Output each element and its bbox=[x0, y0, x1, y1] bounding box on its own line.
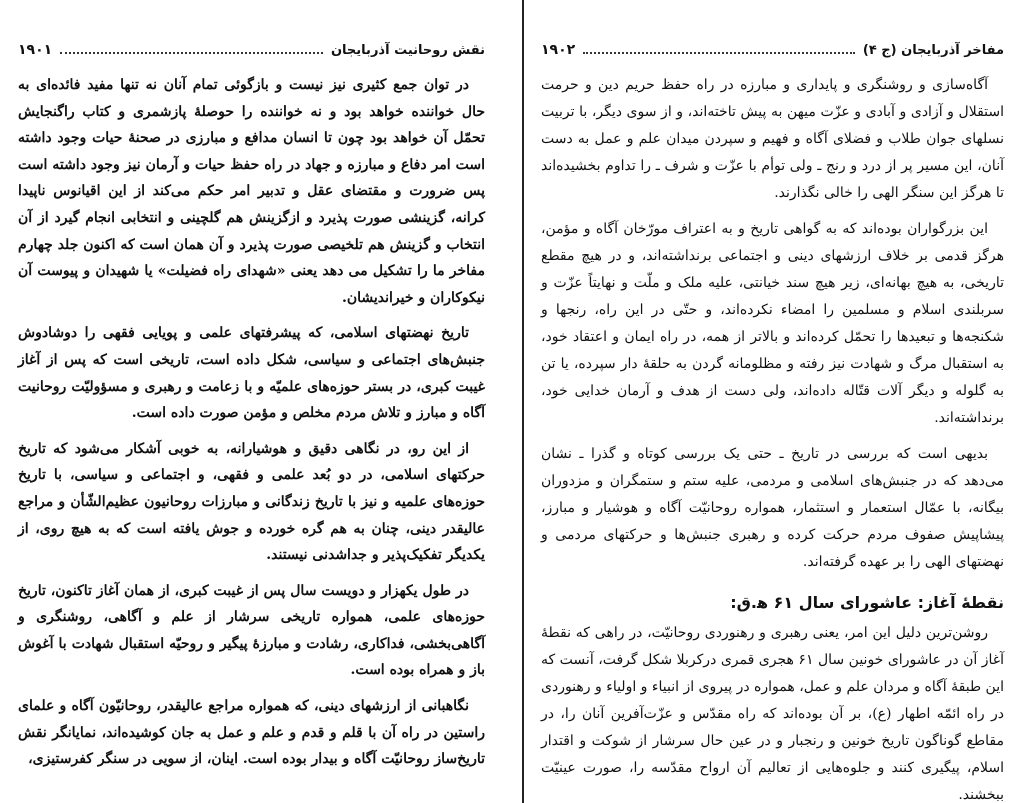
right-running-title: مفاخر آذربایجان (ج ۴) bbox=[862, 43, 1004, 58]
header-leader-dots bbox=[60, 42, 323, 54]
left-page-body bbox=[18, 72, 485, 773]
left-paragraph-1: در توان جمع کثیری نیز نیست و بازگوئی تمام آنان نه تنها مفید فائده‌ای به حال خواننده خواهد بود و نه خواننده را حوصلهٔ پازشمری و کتاب راگنجایش تحمّل آن خواهد بود چون تا انسان مدافع و مبارزی در صحنهٔ حیات وجود داشته است امر دفاع و مبارزه و جهاد در راه حفظ حیات و آرمان نیز وجود داشته است پس ضرورت و مقتضای عقل و تدبیر امر حکم می‌کند از این اقیانوس ناپیدا کرانه، گزینشی صورت پذیرد و ازگزینش هم گلچینی و انتخابی انجام گیرد از آن انتخاب و گزینش هم تلخیصی صورت پذیرد و آن همان است که اکنون جلد چهارم مفاخر ما را تشکیل می دهد یعنی «شهدای راه فضیلت» یا شهیدان و پیوست آن نیکوکاران و خیراندیشان. bbox=[18, 77, 485, 306]
left-page-number: ۱۹۰۱ bbox=[18, 42, 53, 58]
header-leader-dots bbox=[583, 42, 855, 54]
right-page-header bbox=[541, 42, 1004, 72]
right-page-number: ۱۹۰۲ bbox=[541, 42, 576, 58]
left-running-title: نقش روحانیت آذربایجان bbox=[330, 43, 485, 58]
right-page bbox=[525, 0, 1026, 803]
right-page-body-after-heading bbox=[541, 620, 1004, 803]
left-paragraph-2: تاریخ نهضتهای اسلامی، که پیشرفتهای علمی و پویایی فقهی را دوشادوش جنبش‌های اجتماعی و سیاسی، شکل داده است، تاریخی است که پس از آغاز غیبت کبری، در بستر حوزه‌های علمیّه و با زعامت و رهبری و مسؤولیّت روحانیت آگاه و مبارز و تلاش مردم مخلص و مؤمن صورت داده است. bbox=[18, 325, 485, 422]
section-heading: نقطهٔ آغاز: عاشورای سال ۶۱ ه‍.ق: bbox=[730, 593, 1004, 612]
left-page-header bbox=[18, 42, 485, 72]
right-page-body bbox=[541, 72, 1004, 576]
left-paragraph-3: از این رو، در نگاهی دقیق و هوشیارانه، به خوبی آشکار می‌شود که تاریخ حرکتهای اسلامی، در دو بُعد علمی و فقهی، و اجتماعی و سیاسی، با تاریخ حوزه‌های علمیه و نیز با تاریخ زندگانی و مبارزات روحانیون عظیم‌الشّأن و مراجع عالیقدر دینی، چنان به هم گره خورده و جوش یافته است که به هیچ روی، از یکدیگر تفکیک‌پذیر و جداشدنی نیستند. bbox=[18, 440, 485, 564]
right-paragraph-2: این بزرگواران بوده‌اند که به گواهی تاریخ و به اعتراف مورّخان آگاه و مؤمن، هرگز قدمی بر خلاف ارزشهای دینی و اجتماعی برنداشته‌اند، و در هیچ مقطع تاریخی، به هیچ بهانه‌ای، زیر هیچ سند خیانتی، علیه ملک و ملّت و نهایتاً عزّت و سربلندی اسلام و مسلمین را امضاء نکرده‌اند، و حتّی در این راه، رنجها و شکنجه‌ها و تبعیدها را تحمّل کرده‌اند و بالاتر از همه، در راه ایمان و اعتقاد خود، به استقبال مرگ و شهادت نیز رفته و مظلومانه گردن به حلقهٔ دار سپرده، یا تن به گلوله و دیگر آلات قتّاله داده‌اند، ولی دست از هدف و آرمان خدایی خود، برنداشته‌اند. bbox=[541, 221, 1004, 426]
right-paragraph-4: روشن‌ترین دلیل این امر، یعنی رهبری و رهنوردی روحانیّت، در راهی که نقطهٔ آغاز آن در عاشورای خونین سال ۶۱ هجری قمری درکربلا شکل گرفت، آنست که این طبقهٔ آگاه و مردان علم و عمل، همواره در پیروی از انبیاء و اولیاء و رهنوردی در راه ائمّه اطهار (ع)، بر آن بوده‌اند که راه مقدّس و عزّت‌آفرین آنان را، در مقاطع گوناگون تاریخ خونین و رنجبار و در عین حال سرشار از شوکت و اقتدار اسلام، پیگیری کنند و جلوه‌هایی از تعالیم آن ارواح مقدّسه را، صورت عینیّت ببخشند. bbox=[541, 625, 1004, 803]
right-paragraph-3: بدیهی است که بررسی در تاریخ ـ حتی یک بررسی کوتاه و گذرا ـ نشان می‌دهد که در جنبش‌های اسلامی و مردمی، علیه ستم و ستمگران و مزدوران بیگانه، با عمّال استعمار و استثمار، همواره روحانیّت آگاه و هوشیار و مبارز، پیشاپیش صفوف مردم حرکت کرده و رهبری جنبش‌ها و حرکتهای مردمی و نهضتهای الهی را بر عهده گرفته‌اند. bbox=[541, 446, 1004, 570]
right-paragraph-1: آگاه‌سازی و روشنگری و پایداری و مبارزه در راه حفظ حریم دین و حرمت استقلال و آزادی و آبادی و عزّت میهن به پیش تاخته‌اند، و از سوی دیگر، با تربیت نسلهای جوان طلاب و فضلای آگاه و فهیم و سپردن میدان علم و عمل به دست آنان، این مسیر پر از درد و رنج ـ ولی توأم با عزّت و شرف ـ را تداوم بخشیده‌اند تا هرگز این سنگر الهی را خالی نگذارند. bbox=[541, 77, 1004, 201]
left-paragraph-5: نگاهبانی از ارزشهای دینی، که همواره مراجع عالیقدر، روحانیّون آگاه و علمای راستین در راه آن با قلم و قدم و علم و عمل به جان کوشیده‌اند، نمایانگر نقش تاریخ‌ساز روحانیّت آگاه و بیدار بوده است. اینان، از سویی در سنگر کفرستیزی، bbox=[18, 698, 485, 768]
left-paragraph-4: در طول یکهزار و دویست سال پس از غیبت کبری، از همان آغاز تاکنون، تاریخ حوزه‌های علمی، همواره تاریخی سرشار از علم و آگاهی، روشنگری و آگاهی‌بخشی، فداکاری، رشادت و مبارزهٔ پیگیر و روحیّه استقبال شهادت با آغوش باز و همراه بوده است. bbox=[18, 582, 485, 679]
page-gutter-divider bbox=[522, 0, 524, 803]
